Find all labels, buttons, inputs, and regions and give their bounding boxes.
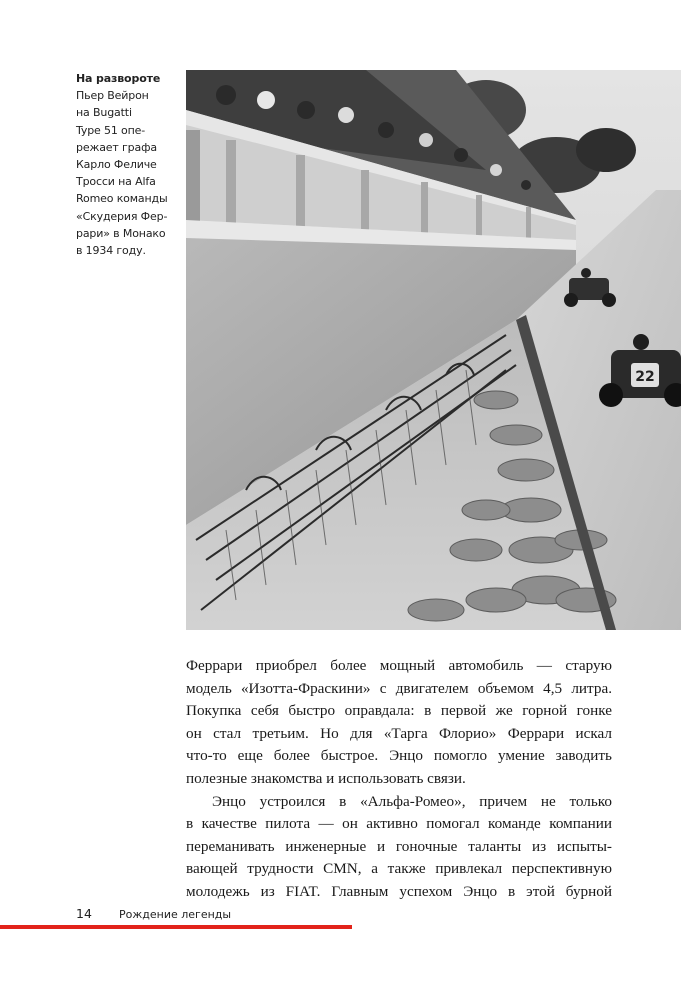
text-line: Феррари приобрел более мощный автомобиль — старую bbox=[186, 657, 612, 674]
caption-line: Type 51 опе- bbox=[76, 123, 146, 137]
caption-line: в 1934 году. bbox=[76, 244, 146, 258]
car-number: 22 bbox=[635, 369, 655, 385]
body-text bbox=[186, 655, 612, 904]
text-line: в качестве пилота — он активно помогал команде компании bbox=[186, 815, 612, 833]
text-line: что-то еще более быстрое. Энцо помогло умение заводить bbox=[186, 747, 612, 765]
text-line: вающей трудности CMN, а также привлекал перспективную bbox=[186, 860, 612, 878]
text-line: молодежь из FIAT. Главным успехом Энцо в этой бурной bbox=[186, 882, 612, 900]
accent-rule bbox=[0, 925, 352, 929]
photo-caption bbox=[76, 70, 176, 259]
text-line: модель «Изотта-Фраскини» с двигателем объемом 4,5 литра. bbox=[186, 679, 612, 697]
caption-title: На развороте bbox=[76, 72, 161, 85]
caption-line: «Скудерия Фер- bbox=[76, 209, 168, 223]
text-line: полезные знакомства и использовать связи. bbox=[186, 769, 466, 787]
caption-line: Карло Феличе bbox=[76, 158, 157, 172]
caption-line: рари» в Монако bbox=[76, 226, 166, 240]
text-line: Энцо устроился в «Альфа-Ромео», причем не только bbox=[212, 792, 612, 810]
page-number: 14 bbox=[76, 906, 92, 921]
caption-line: Пьер Вейрон bbox=[76, 89, 149, 103]
text-line: переманивать инженерные и гоночные таланты из испыты- bbox=[186, 837, 612, 855]
caption-line: Тросси на Alfa bbox=[76, 175, 156, 189]
caption-line: на Bugatti bbox=[76, 106, 132, 120]
caption-line: Romeo команды bbox=[76, 192, 168, 206]
text-line: он стал третьим. Но для «Тарга Флорио» Феррари искал bbox=[186, 724, 612, 742]
race-photo bbox=[186, 70, 681, 630]
text-line: Покупка себя быстро оправдала: в первой же горной гонке bbox=[186, 702, 612, 720]
caption-line: режает графа bbox=[76, 140, 157, 154]
running-section-title: Рождение легенды bbox=[119, 908, 232, 921]
page-footer bbox=[0, 906, 681, 936]
